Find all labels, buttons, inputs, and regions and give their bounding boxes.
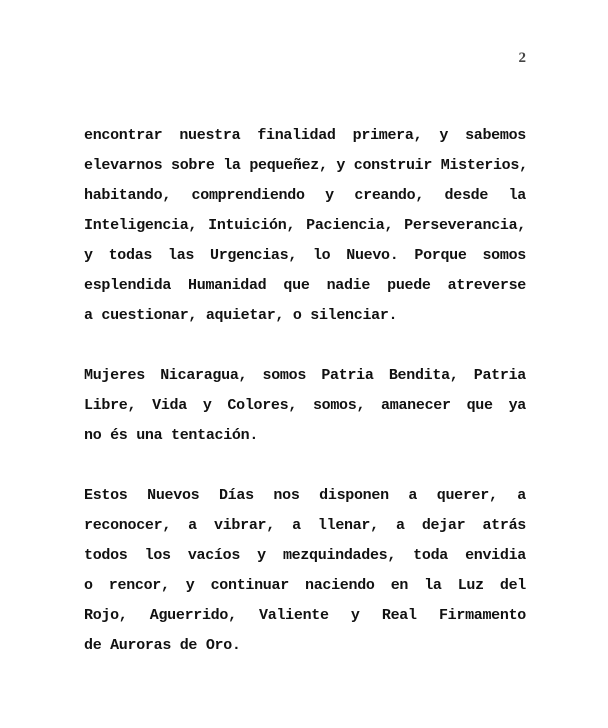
paragraph-line: no és una tentación. bbox=[84, 427, 259, 444]
paragraph-line: Mujeres Nicaragua, somos Patria Bendita, Patria bbox=[84, 367, 526, 384]
paragraph-line: y todas las Urgencias, lo Nuevo. Porque somos bbox=[84, 247, 526, 264]
paragraph-3 bbox=[84, 481, 526, 661]
paragraph-line: reconocer, a vibrar, a llenar, a dejar atrás bbox=[84, 517, 526, 534]
paragraph-line: todos los vacíos y mezquindades, toda envidia bbox=[84, 547, 526, 564]
paragraph-line: encontrar nuestra finalidad primera, y sabemos bbox=[84, 127, 526, 144]
paragraph-line: Rojo, Aguerrido, Valiente y Real Firmamento bbox=[84, 607, 526, 624]
paragraph-1 bbox=[84, 121, 526, 331]
paragraph-line: Inteligencia, Intuición, Paciencia, Perseverancia, bbox=[84, 217, 526, 234]
paragraph-line: elevarnos sobre la pequeñez, y construir Misterios, bbox=[84, 157, 528, 174]
paragraph-line: habitando, comprendiendo y creando, desde la bbox=[84, 187, 526, 204]
paragraph-line: de Auroras de Oro. bbox=[84, 637, 241, 654]
page-number: 2 bbox=[518, 50, 526, 66]
paragraph-2 bbox=[84, 361, 526, 451]
paragraph-line: o rencor, y continuar naciendo en la Luz del bbox=[84, 577, 526, 594]
paragraph-line: esplendida Humanidad que nadie puede atreverse bbox=[84, 277, 526, 294]
paragraph-line: Libre, Vida y Colores, somos, amanecer que ya bbox=[84, 397, 526, 414]
document-body bbox=[84, 121, 526, 691]
paragraph-line: Estos Nuevos Días nos disponen a querer, a bbox=[84, 487, 526, 504]
paragraph-line: a cuestionar, aquietar, o silenciar. bbox=[84, 307, 398, 324]
